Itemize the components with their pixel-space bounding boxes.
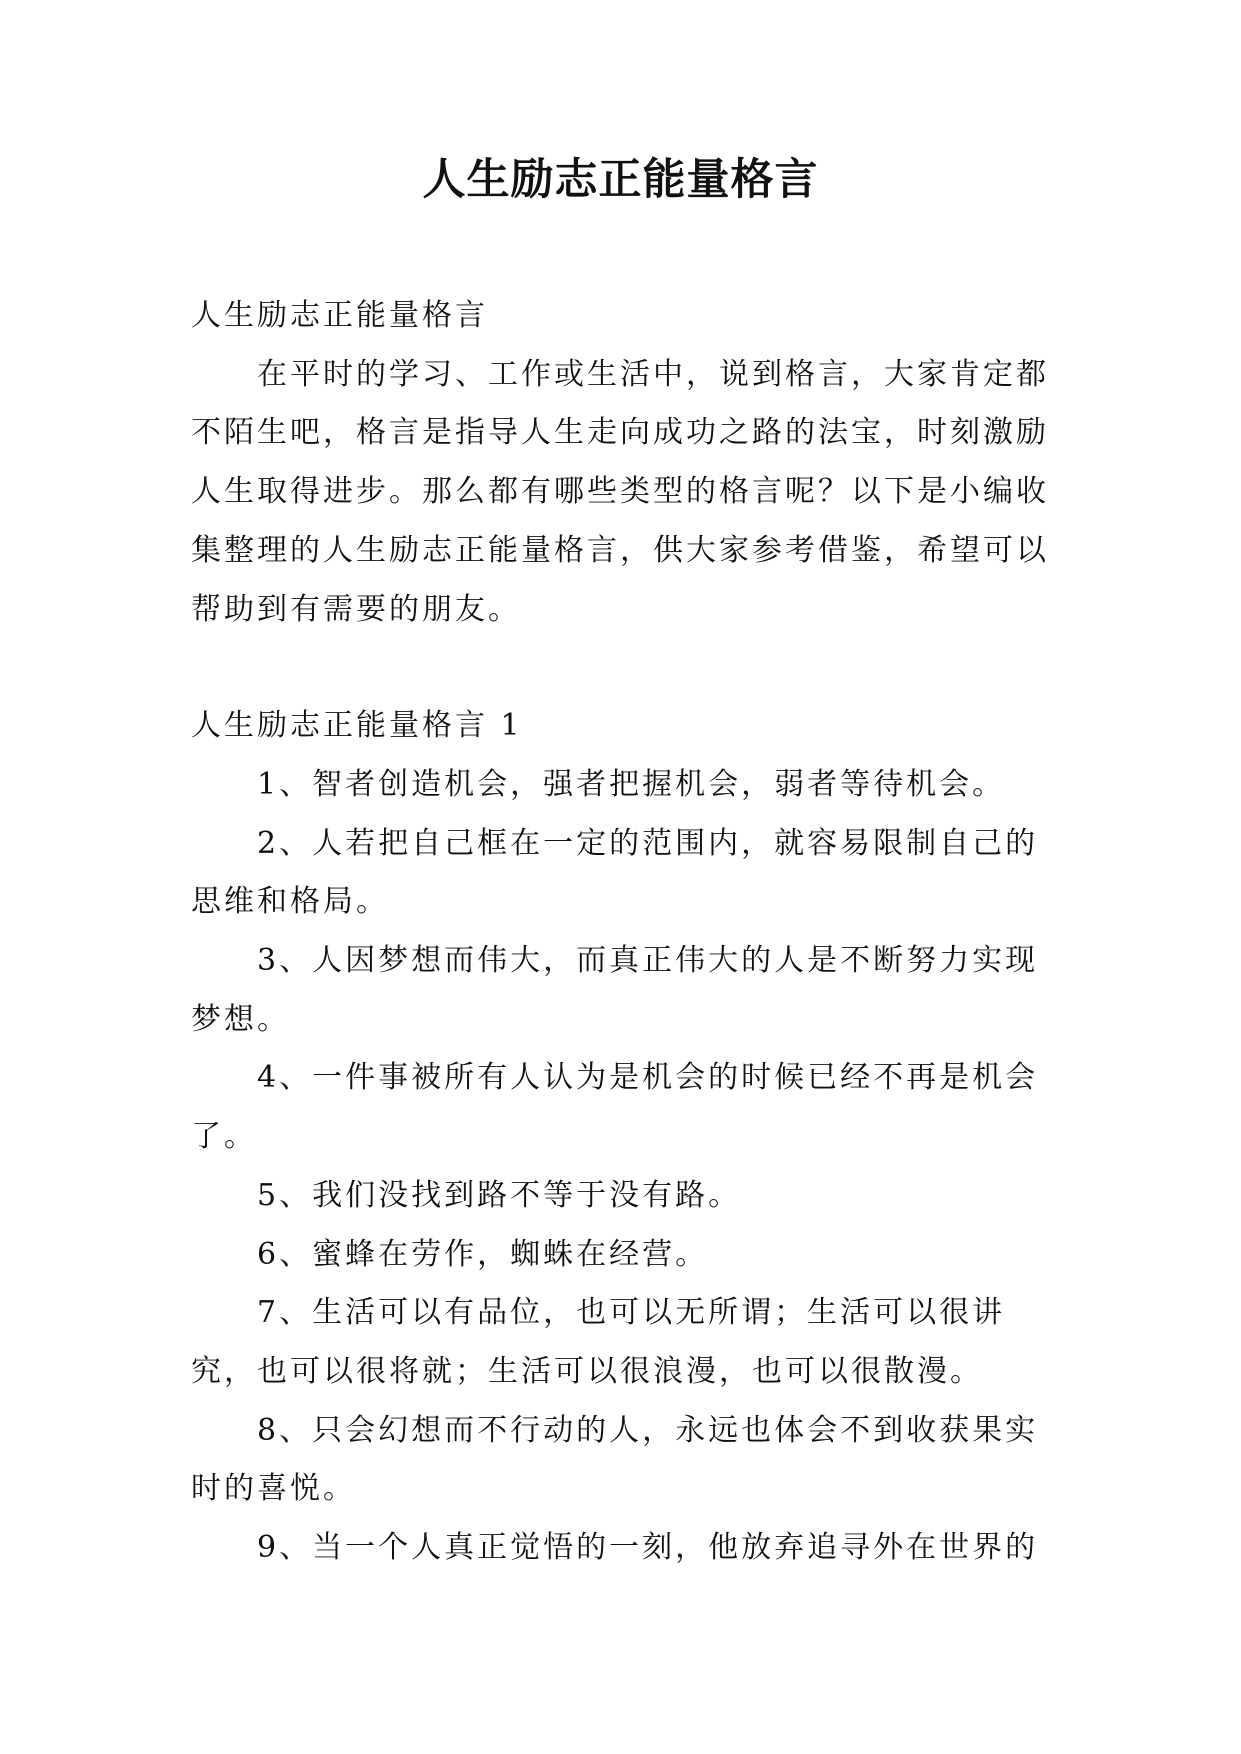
document-body [191,287,1056,1578]
list-item: 9、当一个人真正觉悟的一刻，他放弃追寻外在世界的 [257,1530,1039,1566]
list-item: 8、只会幻想而不行动的人，永远也体会不到收获果实时的喜悦。 [191,1412,1039,1507]
document-title: 人生励志正能量格言 [422,155,819,205]
list-item: 3、人因梦想而伟大，而真正伟大的人是不断努力实现梦想。 [191,943,1039,1037]
paragraph-gap [191,639,1056,697]
list-item: 7、生活可以有品位，也可以无所谓；生活可以很讲究，也可以很将就；生活可以很浪漫，也可以很散漫。 [191,1295,1006,1389]
list-item: 6、蜜蜂在劳作，蜘蛛在经营。 [257,1236,709,1272]
list-item: 1、智者创造机会，强者把握机会，弱者等待机会。 [257,766,1006,802]
intro-paragraph: 在平时的学习、工作或生活中，说到格言，大家肯定都不陌生吧，格言是指导人生走向成功之路的法宝，时刻激励人生取得进步。那么都有哪些类型的格言呢？以下是小编收集整理的人生励志正能量格言，供大家参考借鉴，希望可以帮助到有需要的朋友。 [191,356,1049,627]
list-item: 4、一件事被所有人认为是机会的时候已经不再是机会了。 [191,1060,1039,1155]
list-item: 5、我们没找到路不等于没有路。 [257,1177,742,1213]
list-item: 2、人若把自己框在一定的范围内，就容易限制自己的思维和格局。 [191,825,1039,920]
section-title: 人生励志正能量格言 1 [191,708,523,744]
document-heading: 人生励志正能量格言 [191,298,488,333]
